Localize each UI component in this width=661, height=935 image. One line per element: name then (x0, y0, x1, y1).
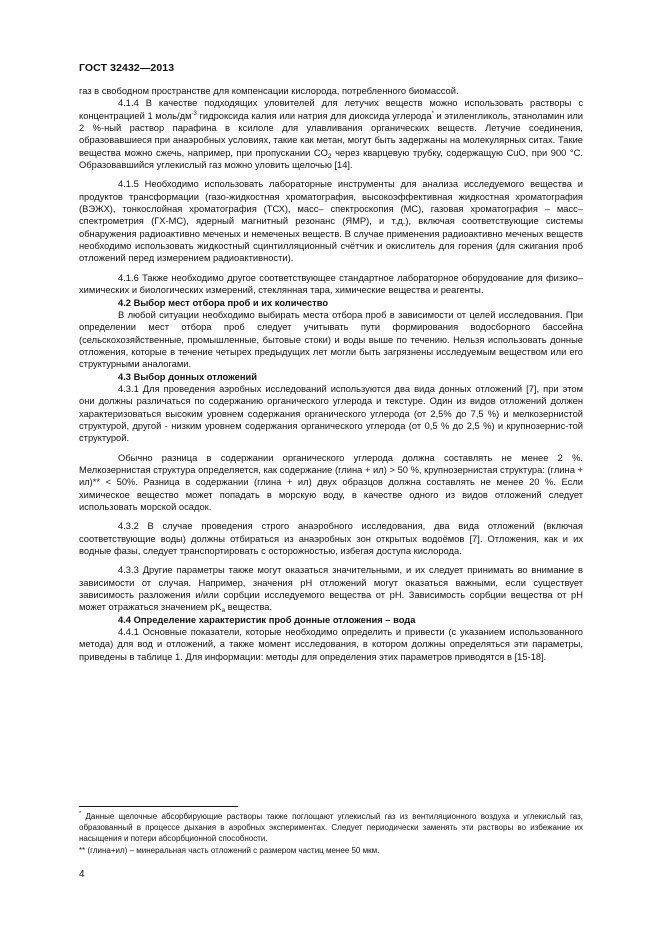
section-heading-4-4: 4.4 Определение характеристик проб донные отложения – вода (118, 614, 416, 625)
footnote-mark: * (79, 811, 82, 817)
main-text (79, 85, 583, 663)
superscript: -3 (191, 110, 197, 117)
page-number: 4 (79, 869, 85, 880)
text-run: 4.1.4 В качестве подходящих уловителей для летучих веществ можно использовать растворы с концентрацией 1 моль/дм (79, 98, 583, 121)
section-heading-4-3: 4.3 Выбор донных отложений (118, 371, 257, 382)
footnote (79, 811, 583, 845)
subscript: 2 (327, 152, 332, 160)
footnote-divider (79, 806, 238, 807)
text-run: вещества. (225, 602, 273, 613)
paragraph-4-1-4 (79, 97, 583, 171)
paragraph: газ в свободном пространстве для компенсации кислорода, потребленного биомассой. (79, 86, 459, 96)
section-heading-4-2: 4.2 Выбор мест отбора проб и их количество (118, 297, 329, 308)
text-run: гидроксида калия или натрия для диоксида углерода (196, 110, 432, 121)
text-run: через кварцевую трубку, содержащую CuO, при 900 °C. Образовавшийся углекислый газ можно уловить щелочью [14]. (79, 147, 583, 171)
footnotes (79, 811, 583, 856)
paragraph-4-2: В любой ситуации необходимо выбирать места отбора проб в зависимости от целей исследования. При определении мест отбора проб следует учитывать пути формирования водосборного бассейна (сельскохозяйственные, промышленные, бытовые стоки) и воды выше по течению. Нельзя использовать донные отложения, которые в течение четырех предыдущих лет могли быть загрязнены исследуемым веществом или его структурными аналогами. (79, 309, 583, 370)
paragraph-4-4-1: 4.4.1 Основные показатели, которые необходимо определить и привести (с указанием использованного метода) для вод и отложений, а также момент исследования, в котором должны определяться эти параметры, приведены в таблице 1. Для информации: методы для определения этих параметров приводятся в [15-18]. (79, 627, 583, 662)
paragraph-4-1-6: 4.1.6 Также необходимо другое соответствующее стандартное лабораторное оборудование для физико–химических и биологических измерений, стеклянная тара, химические вещества и реагенты. (79, 272, 583, 296)
footnote-ref: * (431, 110, 434, 117)
text-run: и этиленгликоль, этаноламин или 2 %-ный раствор парафина в ксилоле для улавливания органических веществ. Летучие соединения, образовавшиеся при анаэробных условиях, такие как метан, могут быть задержаны на молекулярных ситах. Такие вещества можно сжечь, например, при пропускании CO (79, 110, 583, 158)
footnote-text: Данные щелочные абсорбирующие растворы также поглощают углекислый газ из вентиляционного воздуха и углекислый газ, образованный в процессе дыхания в аэробных экспериментах. Следует периодически заменять эти растворы во избежание их насыщения и потери абсорбционной способности. (79, 812, 583, 844)
paragraph-4-3-1-cont: Обычно разница в содержании органического углерода должна составлять не менее 2 %. Мелкозернистая структура определяется, как содержание (глина + ил) > 50 %, крупнозернистая структура: (глина + ил)** < 50%. Разница в содержании (глина + ил) двух образцов должна составлять не менее 20 %. Если химическое вещество может попадать в морскую воду, в качестве одного из видов отложений следует использовать морской осадок. (79, 452, 583, 512)
document-header: ГОСТ 32432—2013 (79, 62, 175, 74)
footnote-mark: ** (79, 845, 86, 855)
paragraph-4-1-5: 4.1.5 Необходимо использовать лабораторные инструменты для анализа исследуемого вещества и продуктов трансформации (газо-жидкостная хроматография, высокоэффективная жидкостная хроматография (ВЭЖХ), тонкослойная хроматография (ТСХ), масс– спектроскопия (МС), газовая хроматография – масс–спектрометрия (ГХ-МС), ядерный магнитный резонанс (ЯМР), и т.д.), включая соответствующие системы обнаружения радиоактивно меченых и немеченых веществ. В случае применения радиоактивно меченых веществ необходимо использовать жидкостный сцинтилляционный счётчик и окислитель для горения (для сжигания проб отложений перед измерением радиоактивности). (79, 179, 583, 264)
subscript: a (221, 607, 226, 615)
paragraph-4-3-2: 4.3.2 В случае проведения строго анаэробного исследования, два вида отложений (включая соответствующие воды) должны отбираться из анаэробных зон открытых водоёмов [7]. Отложения, как и их водные фазы, следует транспортировать с осторожностью, избегая доступа кислорода. (79, 521, 583, 557)
footnote-text: (глина+ил) – минеральная часть отложений с размером частиц менее 50 мкм. (85, 845, 380, 855)
paragraph-4-3-3 (79, 564, 583, 613)
paragraph-4-3-1: 4.3.1 Для проведения аэробных исследований используются два вида донных отложений [7], при этом они должны различаться по содержанию органического углерода и текстуре. Один из видов отложений должен характеризоваться высоким уровнем содержания органического углерода (от 2,5% до 7,5 %) и мелкозернистой структурой, другой - низким уровнем содержания органического углерода (от 0,5 % до 2,5 %) и крупнозернис-той структурой. (79, 383, 583, 444)
footnote (79, 845, 583, 856)
text-run: 4.3.3 Другие параметры также могут оказаться значительными, и их следует принимать во внимание в зависимости от случая. Например, значения pH отложений могут оказаться важными, если существует зависимость разложения и/или сорбции исследуемого вещества от pH. Зависимость сорбции вещества от pH может отражаться значением pK (79, 565, 583, 613)
